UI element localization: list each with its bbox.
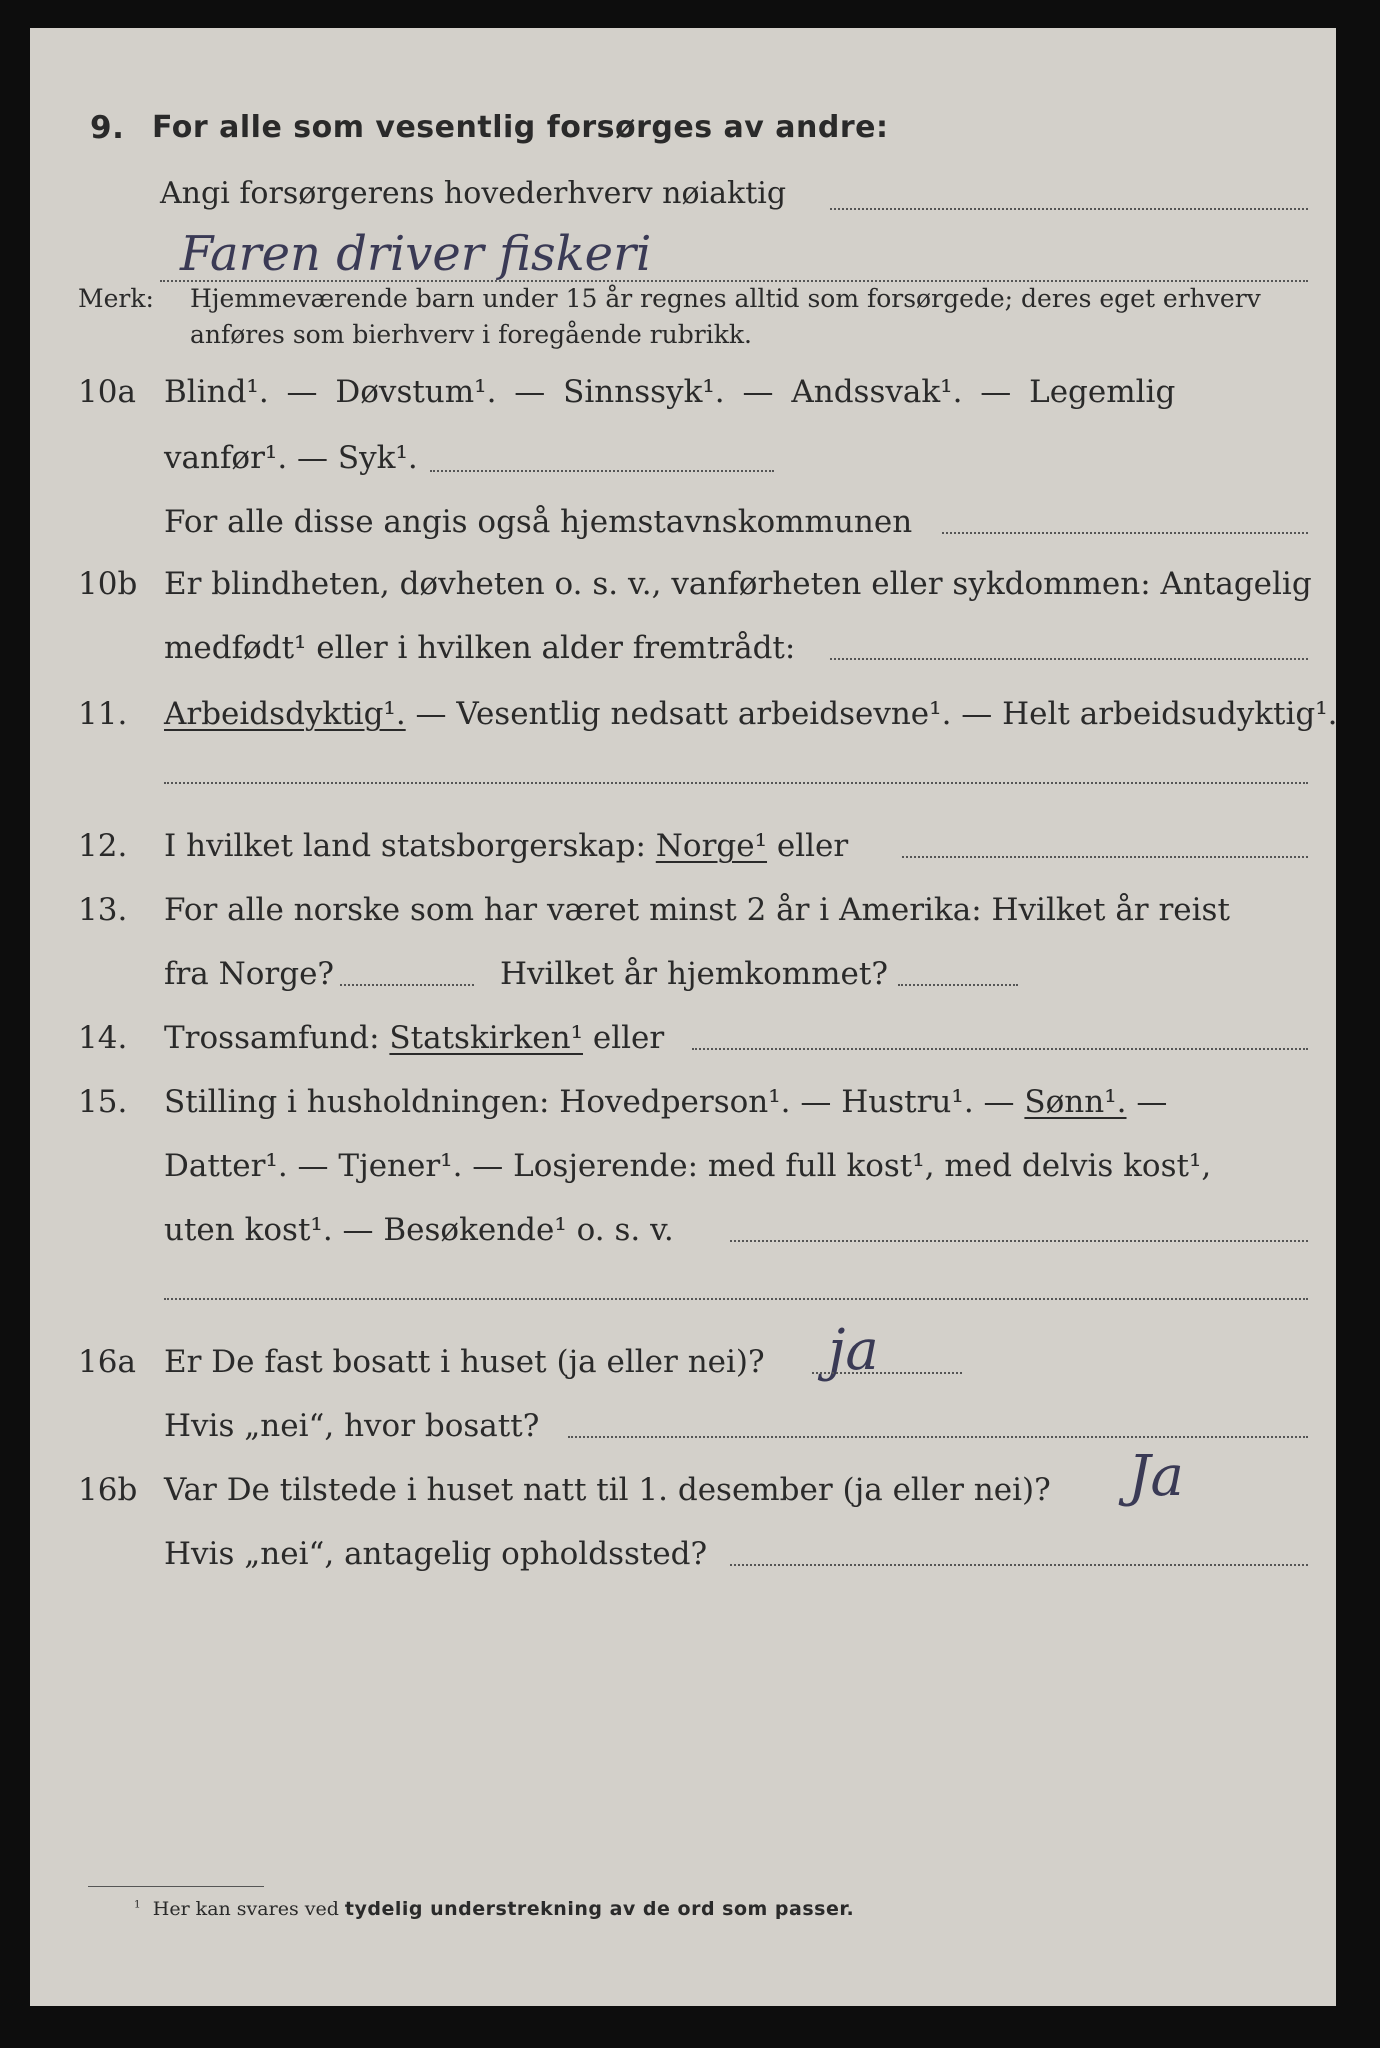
q13-number: 13. bbox=[78, 892, 128, 928]
q16a-handwritten-answer: ja bbox=[828, 1318, 879, 1383]
q10a-line2: vanfør¹. — Syk¹. bbox=[164, 440, 418, 476]
q15-line2: Datter¹. — Tjener¹. — Losjerende: med full kost¹, med delvis kost¹, bbox=[164, 1148, 1212, 1184]
q12-line bbox=[164, 828, 848, 865]
q10a-line1: Blind¹. — Døvstum¹. — Sinnssyk¹. — Andssvak¹. — Legemlig bbox=[164, 374, 1176, 410]
q10a-line3: For alle disse angis også hjemstavnskommunen bbox=[164, 504, 913, 540]
q15-line3: uten kost¹. — Besøkende¹ o. s. v. bbox=[164, 1212, 674, 1248]
q14-line bbox=[164, 1020, 664, 1057]
q12-pre: I hvilket land statsborgerskap: bbox=[164, 828, 656, 864]
q16a-line1: Er De fast bosatt i huset (ja eller nei)? bbox=[164, 1344, 765, 1380]
q11-arbeidsdyktig-underlined: Arbeidsdyktig¹. bbox=[164, 696, 406, 732]
merk-line1: Hjemmeværende barn under 15 år regnes alltid som forsørgede; deres eget erhverv bbox=[190, 284, 1261, 313]
q13-line2a: fra Norge? bbox=[164, 956, 335, 992]
q11-rest: — Vesentlig nedsatt arbeidsevne¹. — Helt arbeidsudyktig¹. bbox=[405, 696, 1338, 732]
q12-post: eller bbox=[767, 828, 849, 864]
q11-dotted-line bbox=[164, 782, 1308, 784]
q9-line: Angi forsørgerens hovederhverv nøiaktig bbox=[160, 176, 787, 211]
q9-number: 9. bbox=[90, 110, 125, 146]
q16b-dotted-line bbox=[730, 1564, 1308, 1566]
q15-line1-post: — bbox=[1126, 1084, 1168, 1120]
q10b-dotted-line bbox=[830, 658, 1308, 660]
q16b-number: 16b bbox=[78, 1472, 138, 1508]
q14-statskirken-underlined: Statskirken¹ bbox=[389, 1020, 583, 1056]
q10b-line1: Er blindheten, døvheten o. s. v., vanførheten eller sykdommen: Antagelig bbox=[164, 566, 1312, 602]
q16a-number: 16a bbox=[78, 1344, 136, 1380]
footnote-rule bbox=[88, 1886, 264, 1887]
footnote-mark: 1 bbox=[134, 1898, 141, 1911]
q13-line1: For alle norske som har været minst 2 år i Amerika: Hvilket år reist bbox=[164, 892, 1230, 928]
q9-dotted-line bbox=[830, 208, 1308, 210]
q14-post: eller bbox=[583, 1020, 665, 1056]
q10b-line2: medfødt¹ eller i hvilken alder fremtrådt: bbox=[164, 630, 796, 666]
q11-line bbox=[164, 696, 1338, 733]
q15-dotted-line bbox=[730, 1240, 1308, 1242]
q15-line1-pre: Stilling i husholdningen: Hovedperson¹. — Hustru¹. — bbox=[164, 1084, 1025, 1120]
footnote-text: Her kan svares ved bbox=[152, 1898, 345, 1920]
census-form-page bbox=[30, 28, 1336, 2006]
q15-second-dotted-line bbox=[164, 1298, 1308, 1300]
q16b-line1: Var De tilstede i huset natt til 1. desember (ja eller nei)? bbox=[164, 1472, 1051, 1508]
q9-title: For alle som vesentlig forsørges av andre: bbox=[152, 110, 889, 145]
q12-norge-underlined: Norge¹ bbox=[655, 828, 768, 864]
q16a-dotted-line bbox=[812, 1372, 962, 1374]
q15-line1 bbox=[164, 1084, 1167, 1121]
q15-sonn-underlined: Sønn¹. bbox=[1024, 1084, 1127, 1120]
footnote-bold-text: tydelig understrekning av de ord som passer. bbox=[344, 1898, 855, 1920]
q10a-syk-dotted-line bbox=[430, 470, 774, 472]
q16a-bosatt-dotted-line bbox=[568, 1436, 1308, 1438]
q16b-line2: Hvis „nei“, antagelig opholdssted? bbox=[164, 1536, 708, 1572]
q9-handwritten-answer: Faren driver fiskeri bbox=[180, 226, 652, 282]
q12-number: 12. bbox=[78, 828, 128, 864]
q13-hjemkommet-dotted-line bbox=[898, 984, 1018, 986]
merk-label: Merk: bbox=[78, 284, 154, 313]
merk-line2: anføres som bierhverv i foregående rubrikk. bbox=[190, 320, 752, 349]
q14-pre: Trossamfund: bbox=[164, 1020, 390, 1056]
q13-reist-dotted-line bbox=[340, 984, 474, 986]
q16a-line2: Hvis „nei“, hvor bosatt? bbox=[164, 1408, 540, 1444]
q14-dotted-line bbox=[692, 1048, 1308, 1050]
q9-answer-line bbox=[160, 280, 1308, 282]
q16b-handwritten-answer: Ja bbox=[1128, 1444, 1184, 1509]
q11-number: 11. bbox=[78, 696, 128, 732]
q10a-number: 10a bbox=[78, 374, 136, 410]
q10b-number: 10b bbox=[78, 566, 138, 602]
q10a-dotted-line bbox=[942, 532, 1308, 534]
q15-number: 15. bbox=[78, 1084, 128, 1120]
q14-number: 14. bbox=[78, 1020, 128, 1056]
footnote bbox=[134, 1898, 854, 1921]
q13-line2b: Hvilket år hjemkommet? bbox=[500, 956, 888, 992]
q12-dotted-line bbox=[902, 856, 1308, 858]
